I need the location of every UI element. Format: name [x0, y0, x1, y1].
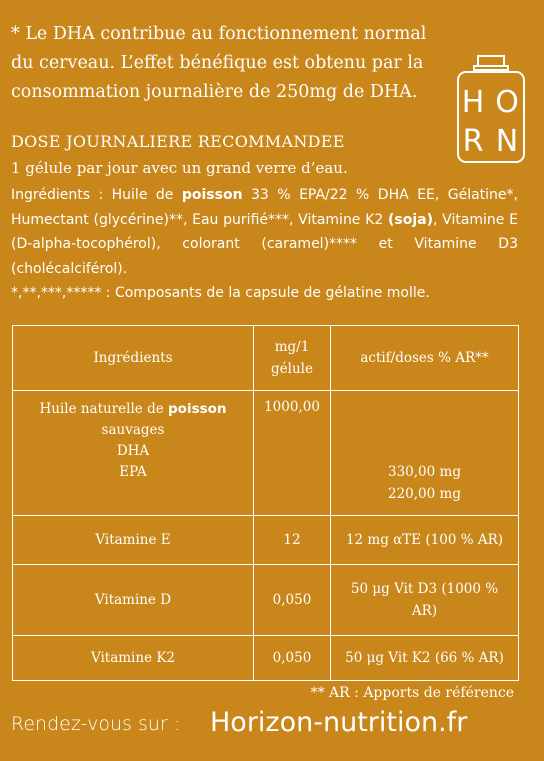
vit-e-mg: 12 [254, 516, 331, 565]
header-actif: actif/doses % AR** [331, 326, 519, 391]
logo-letter-h: H [461, 85, 485, 120]
vit-e-name: Vitamine E [13, 516, 254, 565]
header-ingredients: Ingrédients [13, 326, 254, 391]
header-mg-line-2: gélule [271, 361, 313, 377]
website-link[interactable]: Horizon-nutrition.fr [210, 707, 468, 738]
vit-e-value: 12 mg αTE (100 % AR) [331, 516, 519, 565]
dha-claim [11, 20, 441, 107]
epa-label: EPA [119, 464, 147, 480]
ingredients-bold-soja: (soja) [387, 211, 433, 228]
logo-letter-n: N [495, 124, 519, 159]
vit-k2-value: 50 μg Vit K2 (66 % AR) [331, 636, 519, 681]
ingredients-text-1: Ingrédients : Huile de [11, 187, 182, 203]
ingredients-bold-poisson: poisson [181, 187, 243, 203]
logo-letter-r: R [462, 124, 484, 159]
dha-claim-line-2: du cerveau. L’effet bénéfique est obtenu par la [11, 53, 424, 73]
visit-label: Rendez-vous sur : [11, 713, 181, 735]
ingredients-list [11, 183, 518, 281]
ar-note: ** AR : Apports de référence [310, 685, 514, 701]
table-row [13, 565, 519, 636]
table-row [13, 391, 519, 516]
fish-oil-line-1 [17, 399, 249, 420]
logo-letter-o: O [495, 85, 519, 120]
vit-d-name: Vitamine D [13, 565, 254, 636]
fish-oil-line-2: sauvages [101, 422, 165, 438]
fish-oil-prefix: Huile naturelle de [39, 401, 168, 417]
table-row [13, 636, 519, 681]
vit-d-value [331, 565, 519, 636]
table-header-row [13, 326, 519, 391]
dha-label: DHA [116, 443, 150, 459]
table-row [13, 516, 519, 565]
dha-claim-line-1: * Le DHA contribue au fonctionnement normal [11, 24, 427, 44]
fish-oil-bold: poisson [168, 401, 227, 417]
dha-value: 330,00 mg [388, 464, 461, 480]
epa-value: 220,00 mg [388, 486, 461, 502]
nutrition-table [12, 325, 519, 681]
fish-oil-name [13, 391, 254, 516]
header-mg [254, 326, 331, 391]
vit-d-mg: 0,050 [254, 565, 331, 636]
dose-text: 1 gélule par jour avec un grand verre d’eau. [11, 159, 348, 177]
dose-title: DOSE JOURNALIERE RECOMMANDEE [11, 132, 345, 151]
dha-claim-line-3: consommation journalière de 250mg de DHA. [11, 82, 418, 102]
capsule-note: *,**,***,***** : Composants de la capsule de gélatine molle. [11, 285, 430, 301]
fish-oil-values [331, 391, 519, 516]
horn-logo [454, 54, 528, 164]
ingredients-text-3: , Vitamine E (D-alpha-tocophérol), colorant (caramel)**** et Vitamine D3 (cholécalciférol). [11, 211, 518, 277]
vit-d-value-line-2: AR) [411, 603, 438, 619]
vit-k2-name: Vitamine K2 [13, 636, 254, 681]
ingredients-text-2: 33 % EPA/22 % DHA EE, Gélatine*, Humectant (glycérine)**, Eau purifié***, Vitamine K2 [11, 187, 518, 228]
header-mg-line-1: mg/1 [274, 339, 310, 355]
vit-k2-mg: 0,050 [254, 636, 331, 681]
vit-d-value-line-1: 50 μg Vit D3 (1000 % [350, 581, 499, 597]
fish-oil-mg: 1000,00 [254, 391, 331, 516]
